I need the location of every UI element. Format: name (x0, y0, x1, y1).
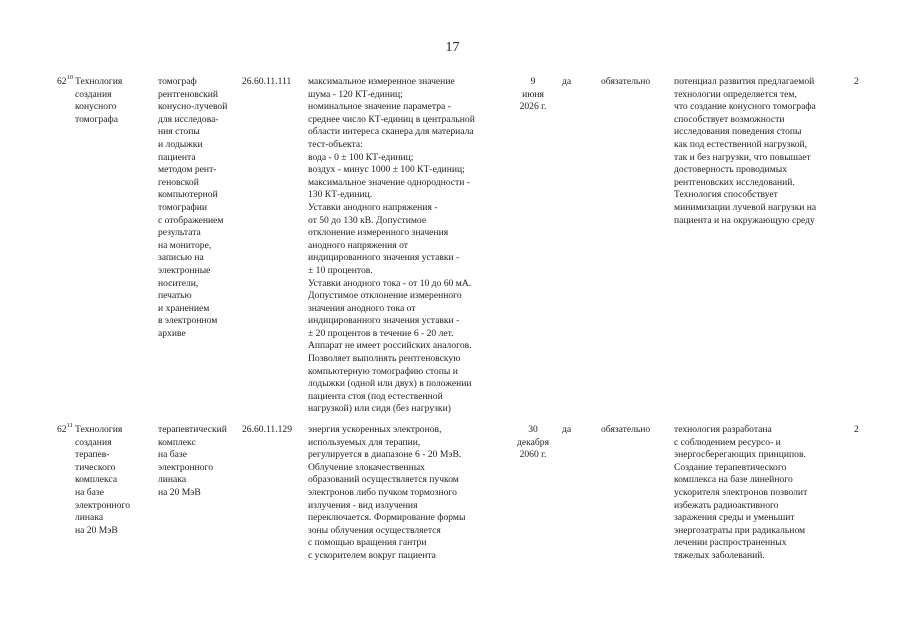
row-number (57, 424, 75, 437)
product-description: томограф рентгеновский конусно-лучевой для исследова- ния стопы и лодыжки пациента методом рент- геновской компьютерной томографии с отображением результата на мониторе, записью на электронные носители, печатью и хранением в электронном архиве (158, 76, 228, 339)
page-number: 17 (445, 40, 460, 55)
row-number-superscript: 10 (66, 74, 74, 81)
row-number-main: 62 (57, 424, 67, 435)
row-number-main: 62 (57, 76, 67, 87)
deadline-date: 9 июня 2026 г. (519, 76, 547, 113)
technology-name: Технология создания терапев- тического комплекса на базе электронного линака на 20 МэВ (75, 424, 130, 536)
row-number (57, 76, 75, 89)
product-code: 26.60.11.111 (242, 76, 292, 87)
row-number-superscript: 11 (66, 422, 73, 429)
deadline-date: 30 декабря 2060 г. (516, 424, 549, 461)
product-description: терапевтический комплекс на базе электронного линака на 20 МэВ (158, 424, 227, 498)
requirement-value: обязательно (601, 424, 651, 435)
flag-value: да (562, 424, 572, 435)
justification-text: потенциал развития предлагаемой технологии определяется тем, что создание конусного томографа способствует возможности исследования поведения стопы как под естественной нагрузкой, так и без нагрузки, что повышает достоверность проводимых рентгеновских исследований. Технология способствует минимизации лучевой нагрузки на пациента и на окружающую среду (674, 76, 817, 226)
requirement-value: обязательно (601, 76, 651, 87)
product-code: 26.60.11.129 (242, 424, 293, 435)
last-column-value: 2 (854, 424, 859, 435)
technology-name: Технология создания конусного томографа (75, 76, 123, 125)
technical-characteristics: максимальное измеренное значение шума - 120 КТ-единиц; номинальное значение параметра - среднее число КТ-единиц в центральной области интереса сканера для материала тест-объекта: вода - 0 ± 100 КТ-единиц; воздух - минус 1000 ± 100 КТ-единиц; максимальное значение однородности - 130 КТ-единиц. Уставки анодного напряжения - от 50 до 130 кВ. Допустимое отклонение измеренного значения анодного напряжения от индицированного значения уставки - ± 10 процентов. Уставки анодного тока - от 10 до 60 мА. Допустимое отклонение измеренного значения анодного тока от индицированного значения уставки - ± 20 процентов в течение 6 - 20 лет. Аппарат не имеет российских аналогов. Позволяет выполнять рентгеновскую компьютерную томографию стопы и лодыжки (одной или двух) в положении пациента стоя (под естественной нагрузкой) или сидя (без нагрузки) (308, 76, 475, 415)
technical-characteristics: энергия ускоренных электронов, используемых для терапии, регулируется в диапазоне 6 - 20 МэВ. Облучение злокачественных образований осуществляется пучком электронов либо пучком тормозного излучения - вид излучения переключается. Формирование формы зоны облучения осуществляется с помощью вращения гантри с ускорителем вокруг пациента (308, 424, 466, 561)
flag-value: да (562, 76, 572, 87)
last-column-value: 2 (854, 76, 859, 87)
justification-text: технология разработана с соблюдением ресурсо- и энергосберегающих принципов. Создание терапевтического комплекса на базе линейного ускорителя электронов позволит избежать радиоактивного заражения среды и уменьшит энергозатраты при радикальном лечении распространенных тяжелых заболеваний. (674, 424, 808, 561)
